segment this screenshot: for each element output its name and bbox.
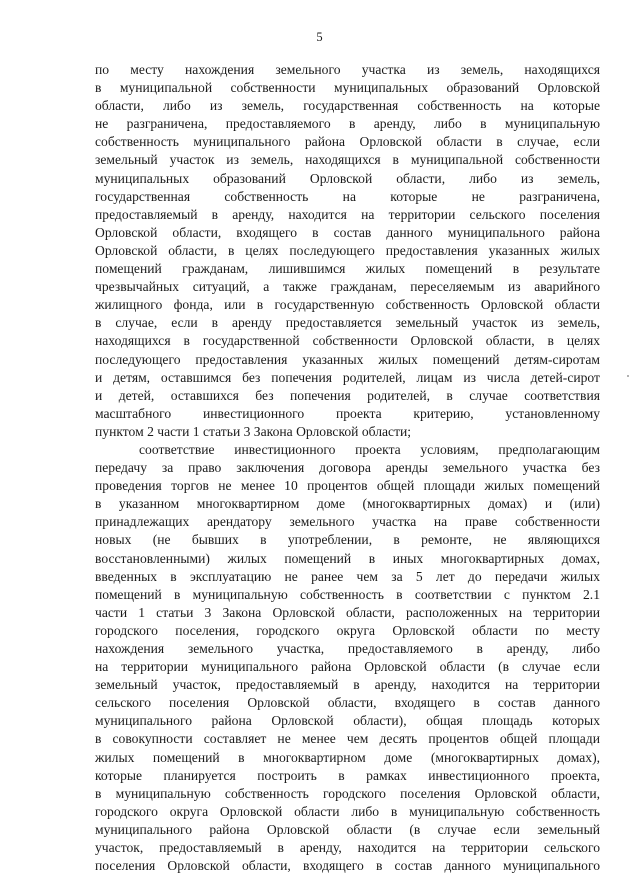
text-line: в муниципальной собственности муниципальных образований Орловской [95, 80, 600, 96]
text-line: на территории муниципального района Орловской области (в случае если [95, 659, 600, 675]
text-line: земельный участок из земель, находящихся в муниципальной собственности [95, 152, 600, 168]
text-line: в совокупности составляет не менее чем десять процентов общей площади [95, 731, 600, 747]
text-line: чрезвычайных ситуаций, а также гражданам, переселяемым из аварийного [95, 279, 600, 295]
text-line: собственность муниципального района Орловской области в случае, если [95, 134, 600, 150]
text-line: городского поселения, городского округа Орловской области по месту [95, 622, 600, 638]
text-line: введенных в эксплуатацию не ранее чем за 5 лет до передачи жилых [95, 568, 600, 584]
text-line: последующего предоставления указанных жилых помещений детям-сиротам [95, 351, 600, 367]
text-line: восстановленными) жилых помещений в иных многоквартирных домах, [95, 550, 600, 566]
text-line: пунктом 2 части 1 статьи 3 Закона Орловской области; [95, 423, 412, 439]
text-line: помещений в муниципальную собственность в соответствии с пунктом 2.1 [95, 586, 600, 602]
text-line: муниципального района Орловской области), общая площадь которых [95, 713, 600, 729]
text-line: находящихся в государственной собственности Орловской области, в целях [95, 333, 600, 349]
text-line: новых (не бывших в употреблении, в ремонте, не являющихся [95, 532, 600, 548]
paragraph [95, 441, 600, 875]
text-line: области, либо из земель, государственная собственность на которые [95, 98, 600, 114]
text-line: принадлежащих арендатору земельного участка на праве собственности [95, 514, 600, 530]
text-line: Орловской области, входящего в состав данного муниципального района [95, 224, 600, 240]
text-line: в случае, если в аренду предоставляется земельный участок из земель, [95, 315, 600, 331]
text-line: муниципального района Орловской области (в случае если земельный [95, 821, 600, 837]
text-line: жилых помещений в многоквартирном доме (многоквартирных домах), [95, 749, 600, 765]
text-line: и детям, оставшимся без попечения родителей, лицам из числа детей-сирот [95, 369, 600, 385]
text-line: сельского поселения Орловской области, входящего в состав данного [95, 695, 600, 711]
text-line: в муниципальную собственность городского поселения Орловской области, [95, 785, 600, 801]
text-line: земельный участок, предоставляемый в аренду, находится на территории [95, 677, 600, 693]
text-line: нахождения земельного участка, предоставляемого в аренду, либо [95, 641, 600, 656]
text-line: части 1 статьи 3 Закона Орловской области, расположенных на территории [95, 604, 600, 620]
text-line: Орловской области, в целях последующего предоставления указанных жилых [95, 242, 600, 258]
page-number: 5 [316, 30, 323, 44]
text-line: муниципальных образований Орловской области, либо из земель, [95, 170, 600, 186]
text-line: масштабного инвестиционного проекта критерию, установленному [95, 405, 600, 421]
text-line: которые планируется построить в рамках инвестиционного проекта, [95, 767, 600, 783]
text-line: в указанном многоквартирном доме (многоквартирных домах) и (или) [95, 496, 600, 512]
text-line: жилищного фонда, или в государственную собственность Орловской области [95, 297, 600, 313]
text-line: передачу за право заключения договора аренды земельного участка без [95, 460, 600, 476]
scan-speck [627, 375, 629, 377]
text-line: поселения Орловской области, входящего в состав данного муниципального [95, 858, 600, 874]
text-line: и детей, оставшихся без попечения родителей, в случае соответствия [95, 387, 600, 403]
text-line: не разграничена, предоставляемого в аренду, либо в муниципальную [95, 116, 600, 132]
paragraph [95, 61, 600, 441]
text-line: участок, предоставляемый в аренду, находится на территории сельского [95, 840, 600, 856]
text-line: проведения торгов не менее 10 процентов общей площади жилых помещений [95, 478, 600, 494]
text-line: соответствие инвестиционного проекта условиям, предполагающим [139, 441, 600, 457]
text-line: помещений гражданам, лишившимся жилых помещений в результате [95, 261, 600, 277]
text-line: по месту нахождения земельного участка из земель, находящихся [95, 62, 600, 77]
text-line: предоставляемый в аренду, находится на территории сельского поселения [95, 206, 600, 222]
document-body [95, 61, 600, 875]
text-line: городского округа Орловской области либо в муниципальную собственность [95, 803, 600, 819]
text-line: государственная собственность на которые не разграничена, [95, 188, 600, 204]
